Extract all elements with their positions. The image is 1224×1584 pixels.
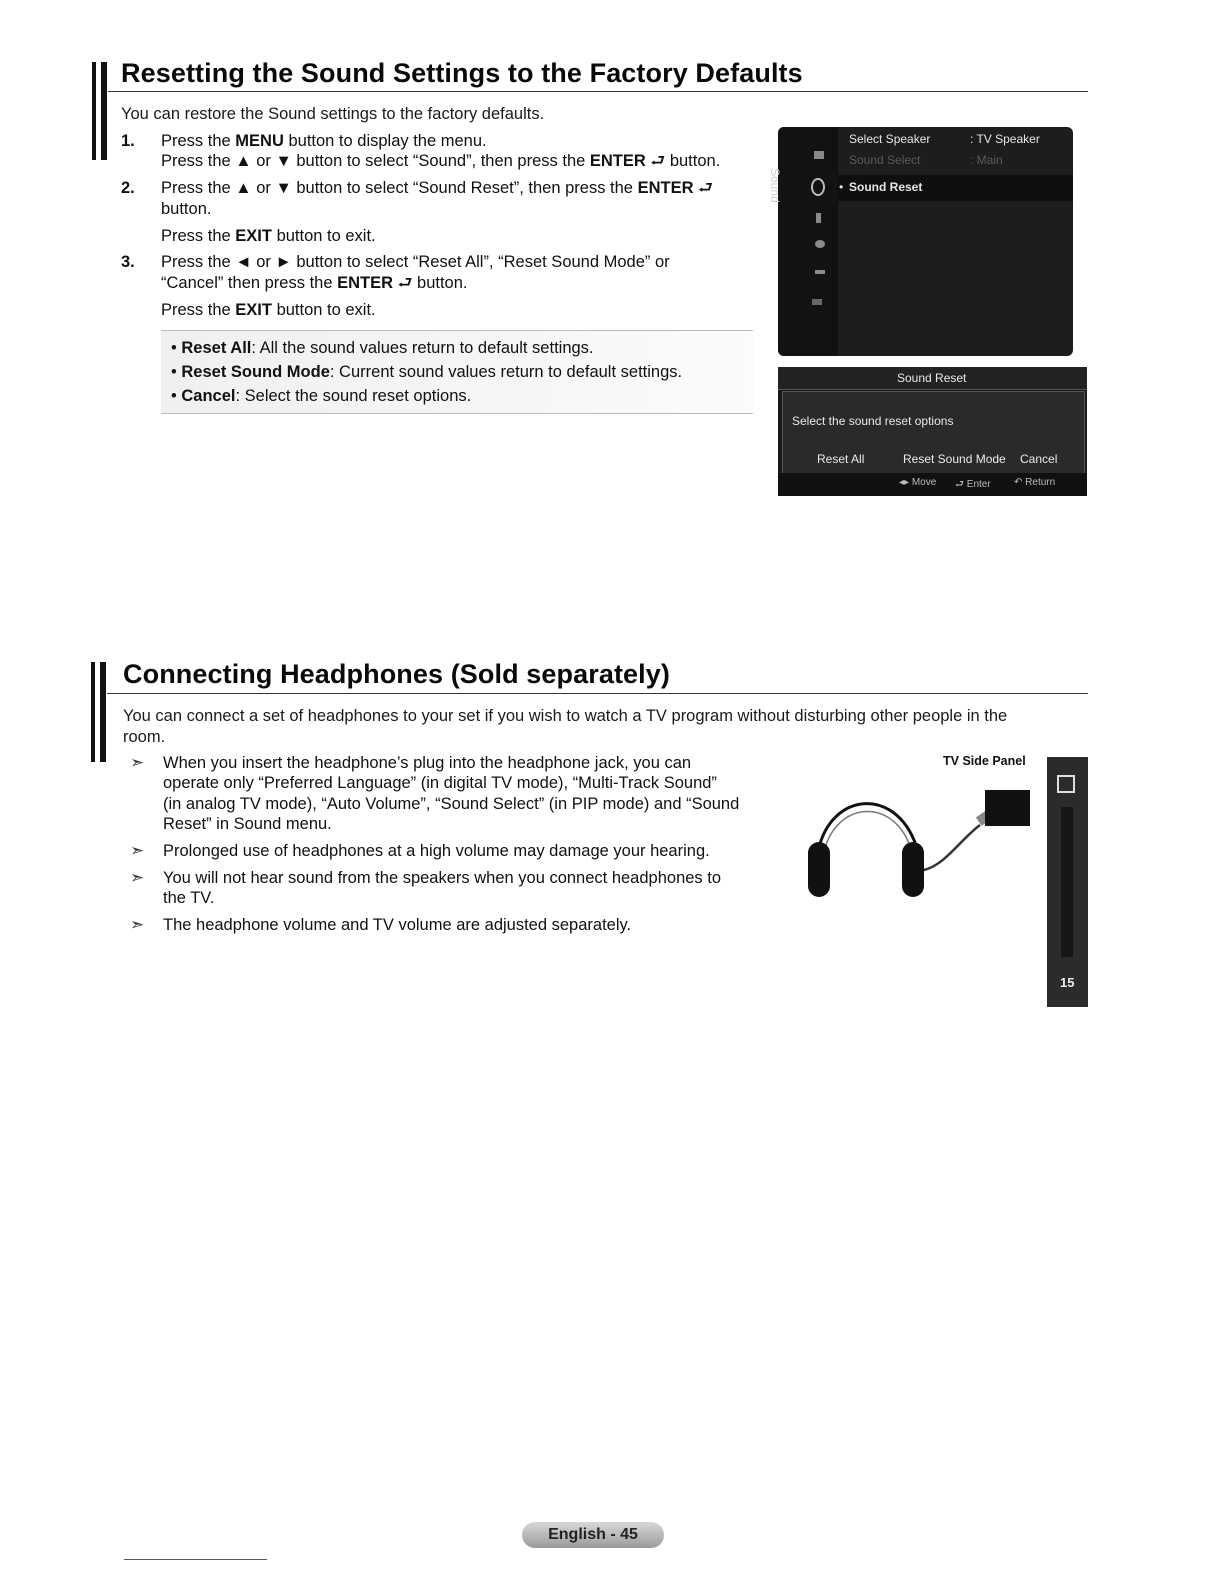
- section2-rule: [107, 693, 1088, 694]
- menu-row-select-speaker-value: : TV Speaker: [970, 132, 1040, 146]
- footer-rule: [124, 1559, 267, 1560]
- step-line: Press the ◄ or ► button to select “Reset All”, “Reset Sound Mode” or: [161, 253, 670, 271]
- picture-icon: [814, 151, 824, 159]
- dialog-option-reset-all[interactable]: Reset All: [817, 452, 865, 466]
- input-icon: [815, 270, 825, 274]
- step-line: Press the ▲ or ▼ button to select “Sound Reset”, then press the ENTER ⮐: [161, 179, 713, 197]
- hint-move: ◂▸ Move: [899, 477, 937, 488]
- jack-block: [985, 790, 1030, 826]
- intro-line: room.: [123, 728, 166, 746]
- bullet-line: Prolonged use of headphones at a high volume may damage your hearing.: [163, 842, 710, 860]
- right-earcup: [902, 842, 924, 897]
- bullet-line: operate only “Preferred Language” (in digital TV mode), “Multi-Track Sound”: [163, 774, 717, 792]
- tv-side-panel: [1047, 757, 1088, 1007]
- sound-icon: [811, 178, 825, 196]
- section-marker-bar: [92, 62, 96, 160]
- notes-box: [161, 330, 753, 414]
- channel-icon: [816, 213, 821, 223]
- menu-row-sound-reset: Sound Reset: [849, 180, 923, 194]
- step-line: Press the EXIT button to exit.: [161, 227, 376, 245]
- section1-title: Resetting the Sound Settings to the Factory Defaults: [121, 58, 803, 88]
- panel-slot: [1061, 807, 1073, 957]
- note-cancel: • Cancel: Select the sound reset options.: [171, 387, 472, 405]
- bullet-line: You will not hear sound from the speakers when you connect headphones to: [163, 869, 722, 887]
- intro-line: You can connect a set of headphones to your set if you wish to watch a TV program without disturbing other people in the: [123, 707, 1008, 725]
- step-number: 1.: [121, 132, 135, 150]
- headphones-illustration: [800, 780, 1040, 910]
- tv-side-panel-label: TV Side Panel: [943, 754, 1026, 768]
- hint-return: ↶ Return: [1014, 477, 1056, 488]
- menu-row-select-speaker: Select Speaker: [849, 132, 931, 146]
- bullet-line: When you insert the headphone’s plug into the headphone jack, you can: [163, 754, 692, 772]
- headphone-jack-icon: [1057, 775, 1075, 793]
- bullet-line: Reset” in Sound menu.: [163, 815, 332, 833]
- menu-category-label: Sound: [768, 168, 782, 203]
- section2-intro: [123, 706, 1083, 748]
- note-arrow-icon: ➣: [130, 841, 145, 860]
- panel-number: 15: [1060, 975, 1075, 990]
- section-marker-bar: [91, 662, 95, 762]
- bullet-line: The headphone volume and TV volume are adjusted separately.: [163, 916, 632, 934]
- note-reset-all: • Reset All: All the sound values return to default settings.: [171, 339, 594, 357]
- section1-intro: You can restore the Sound settings to the factory defaults.: [121, 105, 545, 123]
- step-number: 3.: [121, 253, 135, 271]
- menu-sidebar: [778, 127, 838, 356]
- hint-enter: ⮐ Enter: [955, 479, 991, 490]
- menu-bullet: •: [839, 180, 844, 194]
- section2-title: Connecting Headphones (Sold separately): [123, 659, 670, 689]
- note-reset-sound-mode: • Reset Sound Mode: Current sound values return to default settings.: [171, 363, 683, 381]
- step-number: 2.: [121, 179, 135, 197]
- dialog-prompt: Select the sound reset options: [792, 414, 954, 428]
- bullet-line: (in analog TV mode), “Auto Volume”, “Sound Select” (in PIP mode) and “Sound: [163, 795, 740, 813]
- setup-icon: [815, 240, 825, 248]
- dialog-option-cancel[interactable]: Cancel: [1020, 452, 1058, 466]
- menu-row-sound-select: Sound Select: [849, 153, 921, 167]
- section1-rule: [108, 91, 1088, 92]
- dialog-option-reset-sound-mode[interactable]: Reset Sound Mode: [903, 452, 1006, 466]
- section-marker-bar: [100, 662, 106, 762]
- step-line: Press the EXIT button to exit.: [161, 301, 376, 319]
- sound-reset-dialog: [778, 367, 1087, 496]
- step-line: “Cancel” then press the ENTER ⮐ button.: [161, 274, 468, 292]
- menu-row-sound-select-value: : Main: [970, 153, 1003, 167]
- note-arrow-icon: ➣: [130, 868, 145, 887]
- note-arrow-icon: ➣: [130, 753, 145, 772]
- section-marker-bar: [101, 62, 107, 160]
- application-icon: [812, 299, 822, 305]
- step-line: Press the ▲ or ▼ button to select “Sound”, then press the ENTER ⮐ button.: [161, 152, 721, 170]
- note-arrow-icon: ➣: [130, 915, 145, 934]
- bullet-line: the TV.: [163, 889, 215, 907]
- dialog-title: Sound Reset: [897, 371, 967, 385]
- cable: [924, 825, 980, 870]
- step-line: button.: [161, 200, 212, 218]
- step-line: Press the MENU button to display the menu.: [161, 132, 487, 150]
- page-number-badge: English - 45: [522, 1522, 664, 1548]
- tv-sound-menu: [778, 127, 1073, 356]
- left-earcup: [808, 842, 830, 897]
